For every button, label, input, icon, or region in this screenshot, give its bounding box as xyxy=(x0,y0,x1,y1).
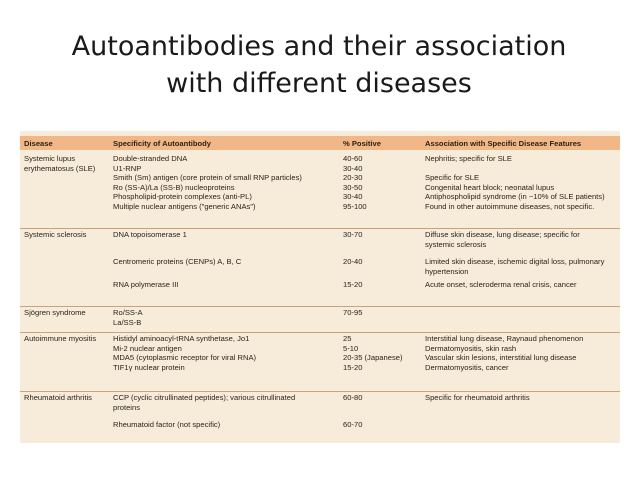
header-association: Association with Specific Disease Features xyxy=(425,139,582,148)
percent-positive: 5-10 xyxy=(343,343,359,353)
percent-positive: 25 xyxy=(343,334,352,343)
header-specificity: Specificity of Autoantibody xyxy=(113,139,212,148)
percent-positive: 30-40 xyxy=(343,192,363,201)
disease-association: Dermatomyositis, skin rash xyxy=(425,343,517,353)
autoantibody-specificity: MDA5 (cytoplasmic receptor for viral RNA) xyxy=(113,353,257,362)
disease-association: Antiphospholipid syndrome (in ~10% of SLE patients) xyxy=(425,192,605,201)
percent-positive: 30-70 xyxy=(343,230,363,239)
disease-name: Systemic lupus xyxy=(24,154,76,163)
percent-positive: 20-35 (Japanese) xyxy=(343,353,403,362)
percent-positive: 30-50 xyxy=(343,182,363,192)
title-line-2: with different diseases xyxy=(166,68,472,99)
disease-association: systemic sclerosis xyxy=(425,239,487,249)
disease-association: Dermatomyositis, cancer xyxy=(425,362,509,372)
disease-name: Sjögren syndrome xyxy=(24,308,86,317)
autoantibody-specificity: Phospholipid-protein complexes (anti-PL) xyxy=(113,192,252,201)
disease-name: Rheumatoid arthritis xyxy=(24,393,92,402)
slide-title xyxy=(0,28,638,102)
autoantibody-table xyxy=(20,131,620,443)
autoantibody-specificity: RNA polymerase III xyxy=(113,280,179,289)
disease-association: Limited skin disease, ischemic digital loss, pulmonary xyxy=(425,257,605,266)
disease-association: Found in other autoimmune diseases, not specific. xyxy=(425,201,595,211)
autoantibody-specificity: CCP (cyclic citrullinated peptides); various citrullinated xyxy=(113,393,296,402)
percent-positive: 70-95 xyxy=(343,308,363,317)
autoantibody-specificity: La/SS-B xyxy=(113,317,142,327)
percent-positive: 30-40 xyxy=(343,163,363,173)
disease-association: Acute onset, scleroderma renal crisis, cancer xyxy=(425,280,577,289)
title-line-1: Autoantibodies and their association xyxy=(71,31,567,62)
section-divider xyxy=(20,332,620,333)
autoantibody-specificity: Rheumatoid factor (not specific) xyxy=(113,420,221,429)
header-disease: Disease xyxy=(24,139,53,148)
autoantibody-specificity: U1-RNP xyxy=(113,163,142,173)
autoantibody-specificity: Smith (Sm) antigen (core protein of small RNP particles) xyxy=(113,173,302,182)
percent-positive: 95-100 xyxy=(343,201,367,211)
disease-name: Autoimmune myositis xyxy=(24,334,97,343)
percent-positive: 40-60 xyxy=(343,154,363,163)
autoantibody-specificity: Histidyl aminoacyl-tRNA synthetase, Jo1 xyxy=(113,334,250,343)
disease-association: Vascular skin lesions, interstitial lung disease xyxy=(425,353,577,362)
section-divider xyxy=(20,306,620,307)
autoantibody-specificity: proteins xyxy=(113,402,141,412)
autoantibody-specificity: Double-stranded DNA xyxy=(113,154,188,163)
autoantibody-specificity: Ro/SS-A xyxy=(113,308,143,317)
disease-name: erythematosus (SLE) xyxy=(24,163,96,173)
percent-positive: 15-20 xyxy=(343,280,363,289)
disease-association: Diffuse skin disease, lung disease; specific for xyxy=(425,230,580,239)
percent-positive: 60-70 xyxy=(343,420,363,429)
autoantibody-specificity: Ro (SS-A)/La (SS-B) nucleoproteins xyxy=(113,182,235,192)
autoantibody-specificity: Multiple nuclear antigens ("generic ANAs") xyxy=(113,201,256,211)
autoantibody-specificity: DNA topoisomerase 1 xyxy=(113,230,187,239)
percent-positive: 20-40 xyxy=(343,257,363,266)
disease-association: Specific for SLE xyxy=(425,173,480,182)
disease-association: Specific for rheumatoid arthritis xyxy=(425,393,530,402)
percent-positive: 20-30 xyxy=(343,173,363,182)
disease-name: Systemic sclerosis xyxy=(24,230,87,239)
disease-association: hypertension xyxy=(425,266,469,276)
autoantibody-specificity: Centromeric proteins (CENPs) A, B, C xyxy=(113,257,242,266)
percent-positive: 15-20 xyxy=(343,362,363,372)
table-header-row xyxy=(20,136,620,150)
section-divider xyxy=(20,391,620,392)
disease-association: Interstitial lung disease, Raynaud phenomenon xyxy=(425,334,584,343)
percent-positive: 60-80 xyxy=(343,393,363,402)
header-percent-positive: % Positive xyxy=(343,139,381,148)
autoantibody-specificity: Mi-2 nuclear antigen xyxy=(113,343,182,353)
autoantibody-specificity: TIF1γ nuclear protein xyxy=(113,362,185,372)
section-divider xyxy=(20,228,620,229)
disease-association: Nephritis; specific for SLE xyxy=(425,154,512,163)
disease-association: Congenital heart block; neonatal lupus xyxy=(425,182,555,192)
